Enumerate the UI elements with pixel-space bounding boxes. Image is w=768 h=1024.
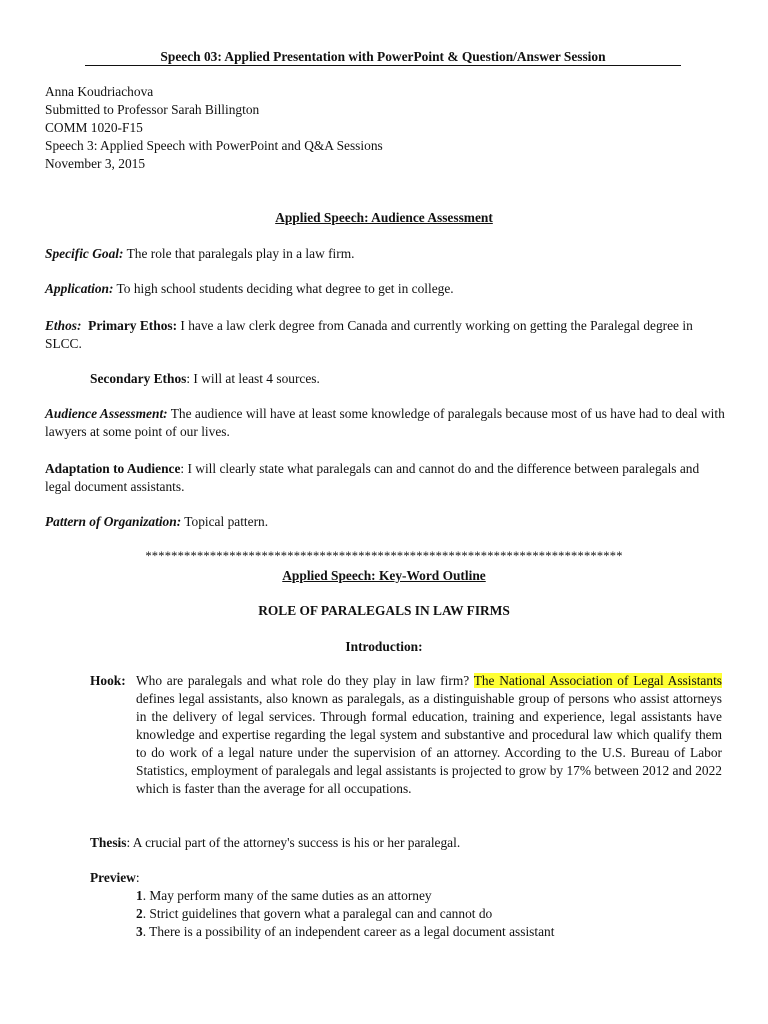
application-label: Application: xyxy=(45,281,114,296)
preview xyxy=(90,869,720,887)
list-item xyxy=(136,887,554,905)
audience-assessment xyxy=(45,405,725,441)
specific-goal-label: Specific Goal: xyxy=(45,246,124,261)
preview-colon: : xyxy=(135,870,140,885)
preview-list xyxy=(136,887,554,941)
preview-label: Preview xyxy=(90,870,136,885)
assignment-name: Speech 3: Applied Speech with PowerPoint and Q&A Sessions xyxy=(45,138,383,153)
secondary-ethos xyxy=(90,370,720,388)
course-code: COMM 1020-F15 xyxy=(45,120,143,135)
ethos xyxy=(45,317,725,353)
submission-date: November 3, 2015 xyxy=(45,156,146,171)
adaptation-to-audience xyxy=(45,460,725,496)
hook-label: Hook: xyxy=(90,673,126,688)
assessment-heading: Applied Speech: Audience Assessment xyxy=(275,210,493,225)
audience-assessment-text: The audience will have at least some knowledge of paralegals because most of us have had to deal with lawyers at some point of our lives. xyxy=(45,406,725,439)
submitted-to: Submitted to Professor Sarah Billington xyxy=(45,102,260,117)
hook-text-start: Who are paralegals and what role do they play in law firm? xyxy=(136,673,474,688)
application xyxy=(45,280,725,298)
pattern-text: Topical pattern. xyxy=(181,514,269,529)
outline-heading: Applied Speech: Key-Word Outline xyxy=(282,568,486,583)
thesis xyxy=(90,834,720,852)
thesis-text: : A crucial part of the attorney's success is his or her paralegal. xyxy=(126,835,461,850)
list-item xyxy=(136,905,554,923)
secondary-ethos-text: : I will at least 4 sources. xyxy=(186,371,320,386)
author-name: Anna Koudriachova xyxy=(45,84,154,99)
specific-goal xyxy=(45,245,725,263)
thesis-label: Thesis xyxy=(90,835,127,850)
pattern-of-organization xyxy=(45,513,725,531)
primary-ethos-label: Primary Ethos: xyxy=(88,318,178,333)
list-item-text: . Strict guidelines that govern what a paralegal can and cannot do xyxy=(142,906,493,921)
list-item-number: 3 xyxy=(136,924,143,939)
primary-ethos-text: I have a law clerk degree from Canada and currently working on getting the Paralegal degree in SLCC. xyxy=(45,318,693,351)
list-item xyxy=(136,923,554,941)
highlighted-organization: The National Association of Legal Assistants xyxy=(473,673,722,688)
document-title: Speech 03: Applied Presentation with PowerPoint & Question/Answer Session xyxy=(85,48,681,66)
separator-line: ************************************************************************** xyxy=(145,549,623,563)
application-text: To high school students deciding what degree to get in college. xyxy=(113,281,454,296)
list-item-text: . May perform many of the same duties as an attorney xyxy=(142,888,432,903)
audience-assessment-label: Audience Assessment: xyxy=(45,406,168,421)
list-item-number: 2 xyxy=(136,906,143,921)
secondary-ethos-label: Secondary Ethos xyxy=(90,371,187,386)
hook-text-rest: defines legal assistants, also known as paralegals, as a distinguishable group of persons who assist attorneys in the delivery of legal services. Through formal education, training and experience, legal assistants have knowledge and expertise regarding the legal system and substantive and procedural law which qualify them to do work of a legal nature under the supervision of an attorney. According to the U.S. Bureau of Labor Statistics, employment of paralegals and legal assistants is projected to grow by 17% between 2012 and 2022 which is faster than the average for all occupations. xyxy=(136,691,722,796)
ethos-label: Ethos: xyxy=(45,318,82,333)
adaptation-label: Adaptation to Audience xyxy=(45,461,181,476)
hook-text xyxy=(136,672,722,798)
pattern-label: Pattern of Organization: xyxy=(45,514,182,529)
header-block xyxy=(45,83,383,173)
outline-title: ROLE OF PARALEGALS IN LAW FIRMS xyxy=(258,603,510,618)
list-item-number: 1 xyxy=(136,888,143,903)
adaptation-text: : I will clearly state what paralegals can and cannot do and the difference between paralegals and legal document assistants. xyxy=(45,461,700,494)
specific-goal-text: The role that paralegals play in a law firm. xyxy=(123,246,355,261)
introduction-heading: Introduction: xyxy=(345,639,423,654)
list-item-text: . There is a possibility of an independent career as a legal document assistant xyxy=(142,924,555,939)
